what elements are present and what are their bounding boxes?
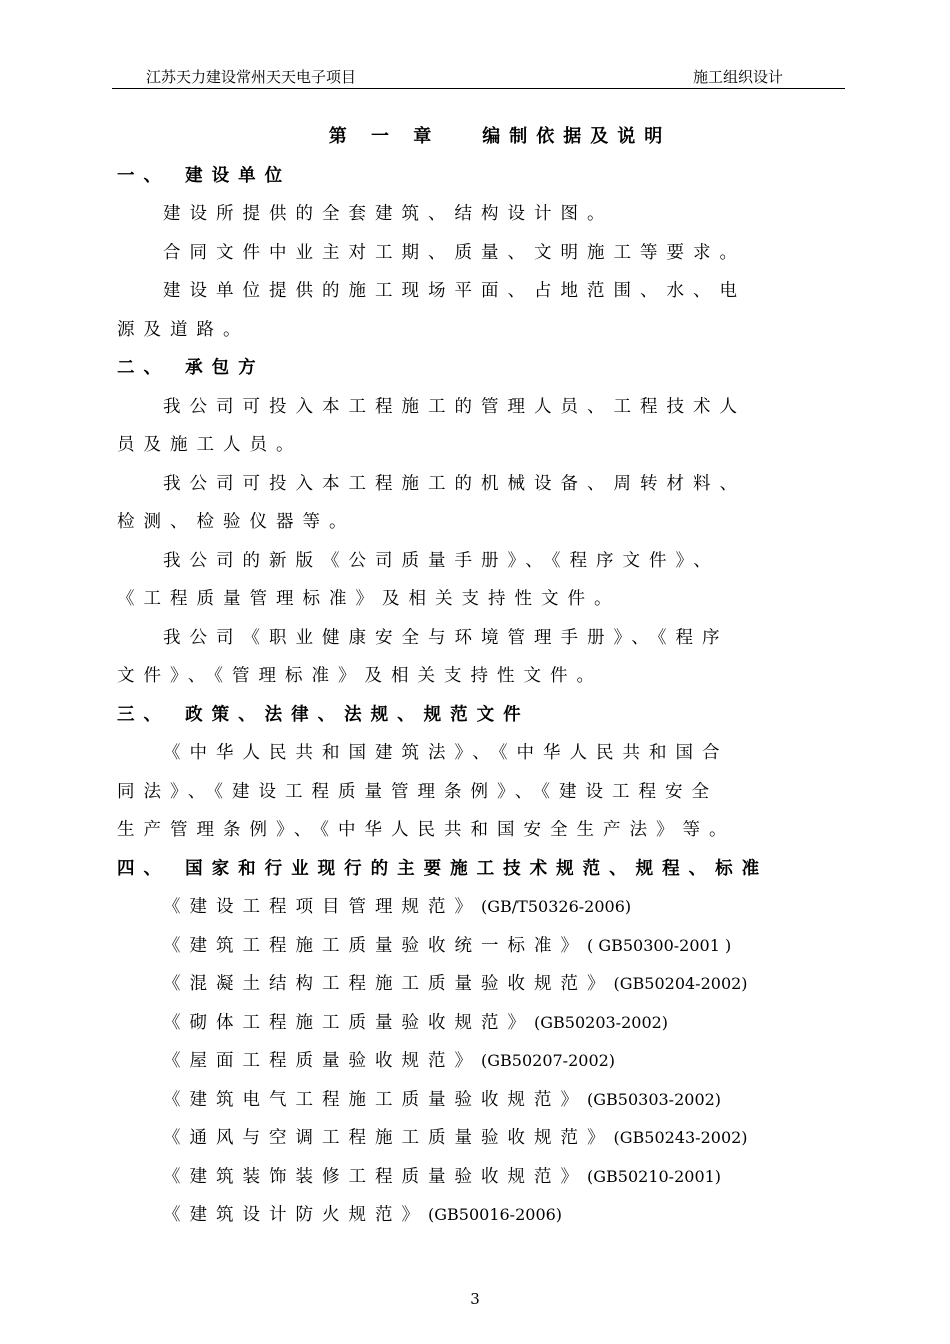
standard-name: 《建设工程项目管理规范》 xyxy=(163,897,481,917)
paragraph-line: 合同文件中业主对工期、质量、文明施工等要求。 xyxy=(163,242,746,263)
header-project-name: 江苏天力建设常州天天电子项目 xyxy=(146,68,357,86)
paragraph-line: 同法》、《建设工程质量管理条例》、《建设工程安全 xyxy=(117,781,718,802)
standard-name: 《通风与空调工程施工质量验收规范》 xyxy=(163,1128,614,1148)
standard-name: 《屋面工程质量验收规范》 xyxy=(163,1051,481,1071)
page-header xyxy=(112,66,845,89)
standard-item xyxy=(117,1196,833,1235)
standard-item xyxy=(117,888,833,927)
standard-code: (GB50016-2006) xyxy=(428,1205,563,1224)
document-body xyxy=(117,118,833,1235)
standard-code: (GB50210-2001) xyxy=(587,1166,722,1186)
standard-name: 《建筑电气工程施工质量验收规范》 xyxy=(163,1089,587,1110)
paragraph-line: 生产管理条例》、《中华人民共和国安全生产法》等。 xyxy=(117,820,736,840)
paragraph-line: 《中华人民共和国建筑法》、《中华人民共和国合 xyxy=(163,743,729,763)
standard-code: (GB50203-2002) xyxy=(534,1012,669,1032)
standard-code: (GB50303-2002) xyxy=(587,1089,722,1109)
standard-code: (GB50207-2002) xyxy=(481,1051,616,1070)
paragraph-line: 员及施工人员。 xyxy=(117,435,303,455)
page-number: 3 xyxy=(470,1290,480,1308)
standard-name: 《砌体工程施工质量验收规范》 xyxy=(163,1012,534,1033)
chapter-title xyxy=(117,118,833,157)
standard-code: ( GB50300-2001 ) xyxy=(587,935,732,955)
section-heading: 三、 政策、法律、法规、规范文件 xyxy=(117,704,530,725)
standard-code: (GB/T50326-2006) xyxy=(481,897,632,916)
chapter-heading: 编制依据及说明 xyxy=(482,126,672,147)
standard-item xyxy=(117,927,833,966)
standard-name: 《建筑装饰装修工程质量验收规范》 xyxy=(163,1166,587,1187)
paragraph-line: 源及道路。 xyxy=(117,319,250,340)
standard-item xyxy=(117,965,833,1004)
section-heading: 四、 国家和行业现行的主要施工技术规范、规程、标准 xyxy=(117,858,769,879)
paragraph-line: 我公司可投入本工程施工的机械设备、周转材料、 xyxy=(163,473,746,494)
standard-item xyxy=(117,1042,833,1081)
standard-item xyxy=(117,1081,833,1120)
paragraph-line: 检测、检验仪器等。 xyxy=(117,512,356,532)
paragraph-line: 我公司可投入本工程施工的管理人员、工程技术人 xyxy=(163,396,746,417)
header-document-type: 施工组织设计 xyxy=(692,68,783,86)
section-heading: 二、 承包方 xyxy=(117,358,265,378)
paragraph-line: 我公司《职业健康安全与环境管理手册》、《程序 xyxy=(163,627,729,648)
paragraph-line: 我公司的新版《公司质量手册》、《程序文件》、 xyxy=(163,550,720,571)
standard-name: 《混凝土结构工程施工质量验收规范》 xyxy=(163,974,614,994)
standard-code: (GB50243-2002) xyxy=(613,1128,748,1147)
paragraph-line: 文件》、《管理标准》及相关支持性文件。 xyxy=(117,666,603,686)
standard-name: 《建筑设计防火规范》 xyxy=(163,1205,428,1225)
paragraph-line: 建设单位提供的施工现场平面、占地范围、水、电 xyxy=(163,281,746,301)
section-heading: 一、 建设单位 xyxy=(117,165,292,186)
standard-code: (GB50204-2002) xyxy=(613,974,748,993)
paragraph-line: 《工程质量管理标准》及相关支持性文件。 xyxy=(117,589,621,609)
paragraph-line: 建设所提供的全套建筑、结构设计图。 xyxy=(163,204,614,224)
chapter-number: 第 一 章 xyxy=(328,126,441,147)
standard-item xyxy=(117,1119,833,1158)
standard-name: 《建筑工程施工质量验收统一标准》 xyxy=(163,935,587,956)
standard-item xyxy=(117,1158,833,1197)
standard-item xyxy=(117,1004,833,1043)
